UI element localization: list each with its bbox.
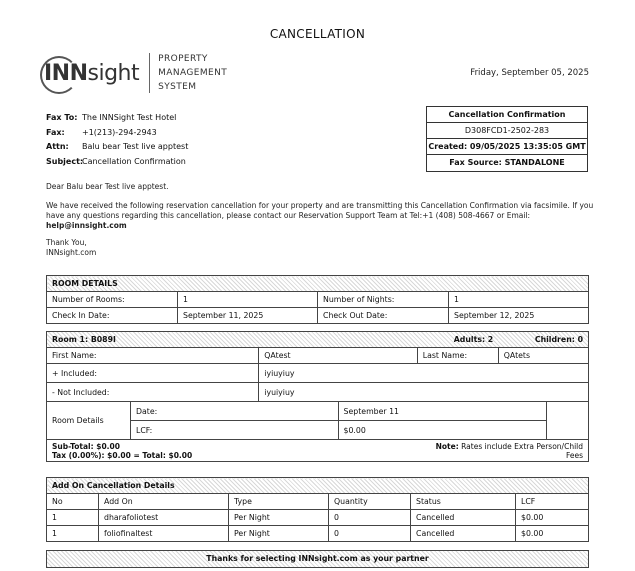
footer-thanks: Thanks for selecting INNsight.com as your partner bbox=[46, 550, 589, 568]
confirmation-header: Cancellation Confirmation bbox=[427, 107, 587, 123]
room1-adults: Adults: 2 bbox=[338, 332, 498, 348]
room-lcf: $0.00 bbox=[338, 421, 546, 440]
rates-note: Note: Rates include Extra Person/Child Fees bbox=[417, 440, 588, 462]
letter-signoff: Thank You, INNsight.com bbox=[46, 238, 97, 257]
support-email[interactable]: help@innsight.com bbox=[46, 221, 127, 230]
number-of-nights: 1 bbox=[449, 292, 589, 308]
fax-attn: Balu bear Test live apptest bbox=[82, 142, 189, 151]
room-details-table: ROOM DETAILS Number of Rooms: 1 Number of Nights: 1 Check In Date: September 11, 2025 Check Out Date: September 12, 2025 bbox=[46, 275, 589, 324]
document-date: Friday, September 05, 2025 bbox=[470, 68, 589, 78]
addon-column-headers: No Add On Type Quantity Status LCF bbox=[47, 494, 589, 510]
table-row: 1 dharafoliotest Per Night 0 Cancelled $0.00 bbox=[47, 510, 589, 526]
not-included-items: iyuiyiuy bbox=[259, 383, 589, 402]
letter-greeting: Dear Balu bear Test live apptest. bbox=[46, 182, 169, 191]
table-row: 1 foliofinaltest Per Night 0 Cancelled $0.00 bbox=[47, 526, 589, 542]
innsight-logo bbox=[44, 52, 227, 94]
fax-info: Fax To: The INNSight Test Hotel Fax: +1(213)-294-2943 Attn: Balu bear Test live apptest Subject: Cancellation Confirmation bbox=[46, 111, 188, 169]
fax-subject: Cancellation Confirmation bbox=[82, 156, 186, 166]
room-totals bbox=[47, 440, 418, 462]
included-items: iyiuyiuy bbox=[259, 364, 589, 383]
sub-total: Sub-Total: $0.00 bbox=[52, 441, 120, 451]
tax-total: Tax (0.00%): $0.00 = Total: $0.00 bbox=[52, 450, 193, 460]
logo-divider bbox=[149, 53, 150, 93]
confirmation-created: Created: 09/05/2025 13:35:05 GMT bbox=[427, 139, 587, 155]
addon-header: Add On Cancellation Details bbox=[47, 478, 589, 494]
addon-table bbox=[46, 477, 589, 542]
check-out-date: September 12, 2025 bbox=[449, 308, 589, 324]
fax-number: +1(213)-294-2943 bbox=[82, 127, 157, 137]
guest-last-name: QAtets bbox=[498, 348, 588, 364]
document-title: CANCELLATION bbox=[269, 27, 366, 41]
confirmation-number: D308FCD1-2502-283 bbox=[427, 123, 587, 139]
room1-header: Room 1: B089I bbox=[47, 332, 339, 348]
guest-first-name: QAtest bbox=[259, 348, 417, 364]
fax-to: The INNSight Test Hotel bbox=[82, 113, 177, 122]
logo-tagline: PROPERTY MANAGEMENT SYSTEM bbox=[158, 54, 228, 92]
number-of-rooms: 1 bbox=[178, 292, 318, 308]
logo-wordmark: INNsight bbox=[44, 61, 139, 86]
confirmation-source: Fax Source: STANDALONE bbox=[449, 158, 565, 167]
room-details-header: ROOM DETAILS bbox=[47, 276, 589, 292]
check-in-date: September 11, 2025 bbox=[178, 308, 318, 324]
room1-children: Children: 0 bbox=[498, 332, 588, 348]
confirmation-box bbox=[426, 106, 588, 172]
room-date: September 11 bbox=[338, 402, 546, 421]
letter-body: We have received the following reservation cancellation for your property and are transmitting this Cancellation Confirmation via facsimile. If you have any questions regarding this cancellation, please contact our Reservation Support Team at Tel:+1 (408) 508-4667 or Email: help@innsight.com bbox=[46, 201, 594, 230]
room1-table: Room 1: B089I Adults: 2 Children: 0 First Name: QAtest Last Name: QAtets + Included: iyiuyiuy - Not Included: iyuiyiuy Room Details Date: September 11 LCF: $0.00 Sub-Total: $0.00 Tax (0.00%): $0.00 = Total: $0.00 Note: Rates include Extra Person/Child Fees bbox=[46, 331, 589, 462]
